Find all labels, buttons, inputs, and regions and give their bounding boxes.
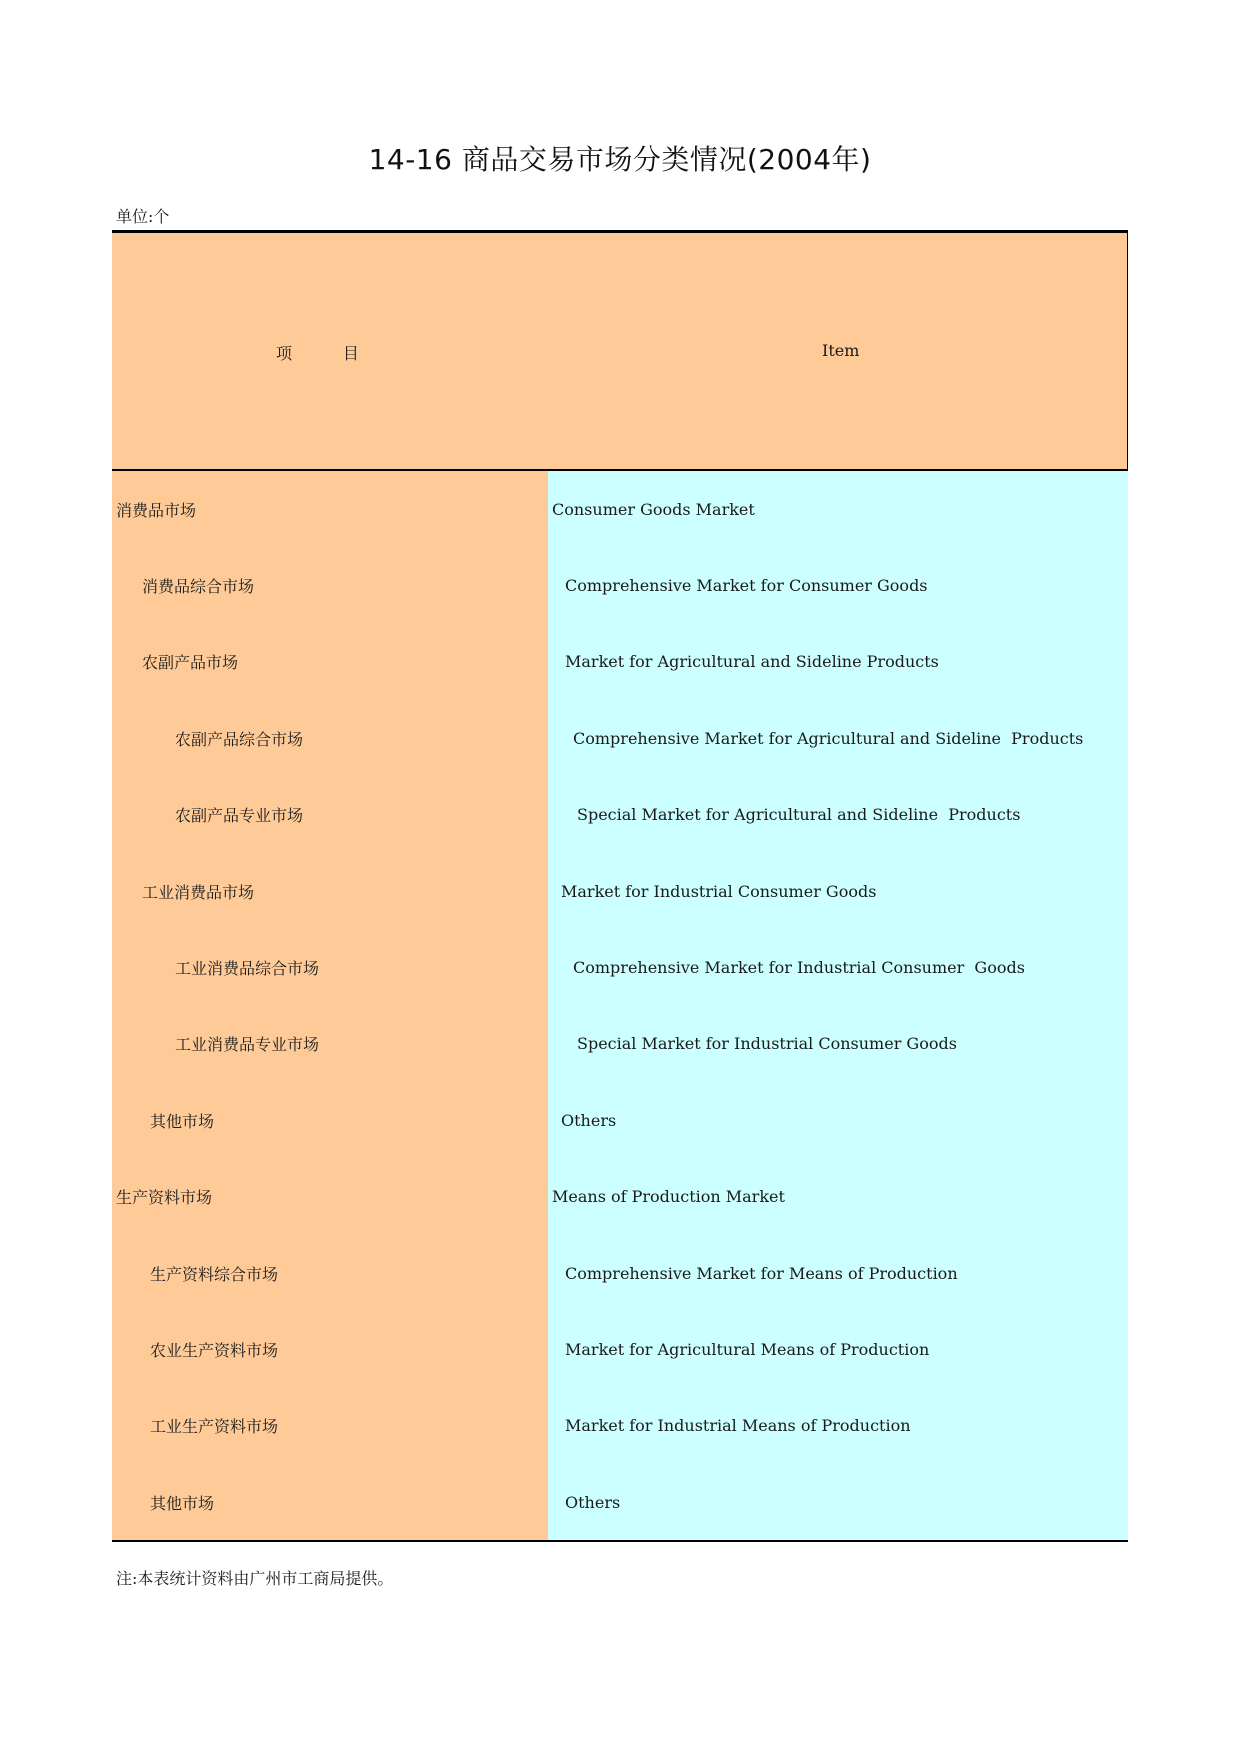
row-label-en: Market for Industrial Consumer Goods [548, 853, 1128, 929]
row-label-en: Market for Agricultural and Sideline Products [548, 624, 1128, 700]
row-label-zh: 农业生产资料市场 [112, 1311, 548, 1387]
table-row [112, 1464, 1128, 1540]
table-row [112, 700, 1128, 776]
row-label-zh: 生产资料综合市场 [112, 1235, 548, 1311]
table-row [112, 1311, 1128, 1387]
row-label-en: Comprehensive Market for Consumer Goods [548, 547, 1128, 623]
row-label-en: Comprehensive Market for Means of Production [548, 1235, 1128, 1311]
market-table [112, 230, 1128, 1542]
table-row [112, 1388, 1128, 1464]
table-row [112, 929, 1128, 1005]
row-label-zh: 农副产品专业市场 [112, 777, 548, 853]
row-label-zh: 农副产品综合市场 [112, 700, 548, 776]
table-row [112, 777, 1128, 853]
table-row [112, 547, 1128, 623]
table-row [112, 1006, 1128, 1082]
row-label-en: Market for Industrial Means of Production [548, 1388, 1128, 1464]
row-label-zh: 其他市场 [112, 1464, 548, 1540]
table-row [112, 624, 1128, 700]
row-label-zh: 生产资料市场 [112, 1159, 548, 1235]
row-label-zh: 工业消费品综合市场 [112, 929, 548, 1005]
row-label-en: Special Market for Agricultural and Sideline Products [548, 777, 1128, 853]
table-header [112, 233, 1128, 471]
row-label-en: Comprehensive Market for Industrial Consumer Goods [548, 929, 1128, 1005]
row-label-en: Market for Agricultural Means of Production [548, 1311, 1128, 1387]
table-body [112, 471, 1128, 1540]
row-label-en: Others [548, 1464, 1128, 1540]
table-row [112, 1235, 1128, 1311]
row-label-en: Means of Production Market [548, 1159, 1128, 1235]
row-label-zh: 消费品综合市场 [112, 547, 548, 623]
footnote: 注:本表统计资料由广州市工商局提供。 [116, 1569, 394, 1588]
row-label-zh: 工业消费品专业市场 [112, 1006, 548, 1082]
row-label-en: Consumer Goods Market [548, 471, 1128, 547]
table-row [112, 471, 1128, 547]
table-row [112, 853, 1128, 929]
row-label-zh: 其他市场 [112, 1082, 548, 1158]
row-label-en: Others [548, 1082, 1128, 1158]
row-label-zh: 消费品市场 [112, 471, 548, 547]
row-label-zh: 工业消费品市场 [112, 853, 548, 929]
row-label-zh: 工业生产资料市场 [112, 1388, 548, 1464]
page-title: 14-16 商品交易市场分类情况(2004年) [368, 143, 872, 176]
table-row [112, 1159, 1128, 1235]
table-row [112, 1082, 1128, 1158]
row-label-zh: 农副产品市场 [112, 624, 548, 700]
header-item-en: Item [822, 341, 860, 360]
unit-label: 单位:个 [116, 207, 170, 226]
row-label-en: Special Market for Industrial Consumer Goods [548, 1006, 1128, 1082]
header-item-zh: 项 目 [276, 344, 359, 363]
row-label-en: Comprehensive Market for Agricultural and Sideline Products [548, 700, 1128, 776]
